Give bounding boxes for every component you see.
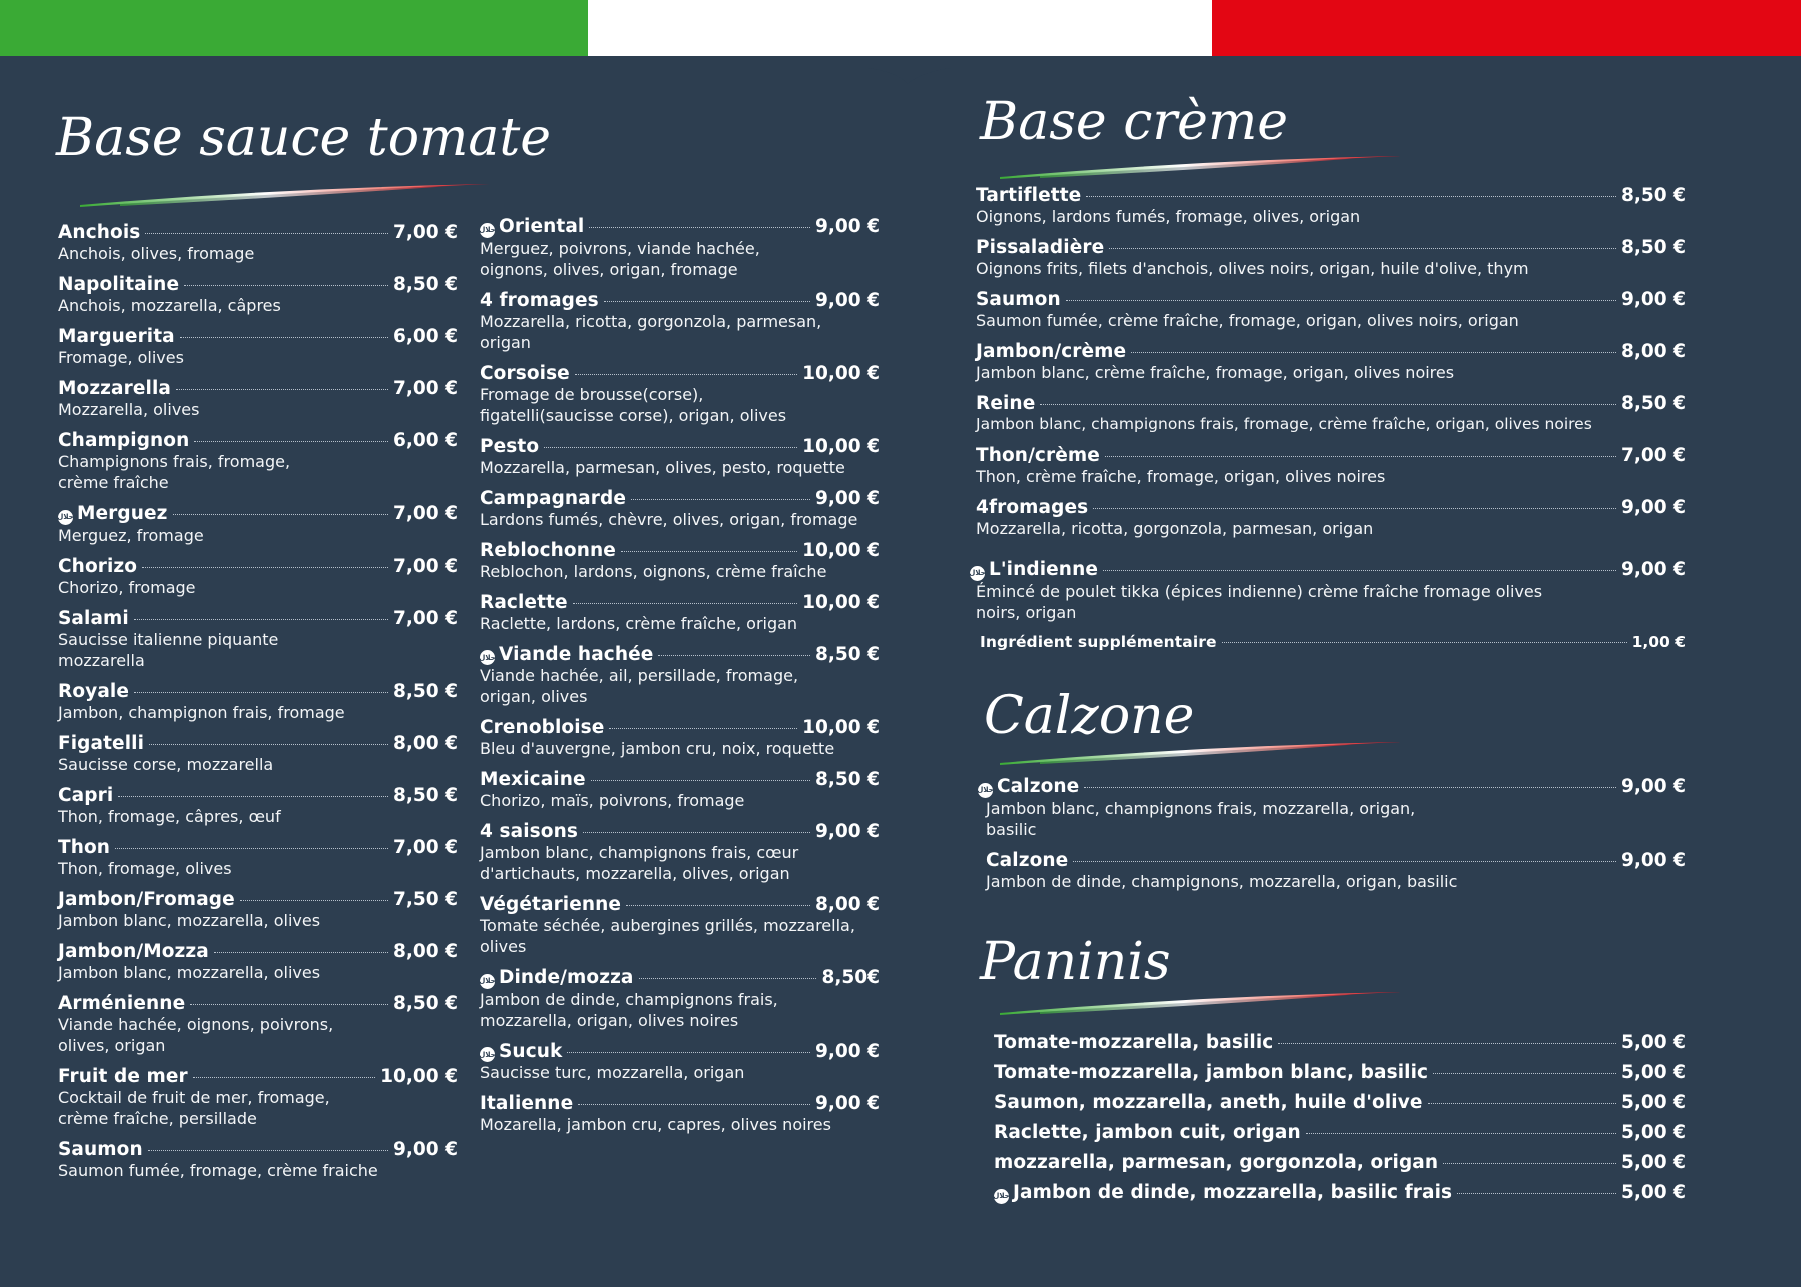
item-description: Fromage, olives bbox=[58, 348, 184, 367]
item-price: 8,00 € bbox=[393, 732, 458, 754]
item-price: 5,00 € bbox=[1621, 1122, 1686, 1143]
item-description: Lardons fumés, chèvre, olives, origan, fromage bbox=[480, 509, 858, 529]
item-name: Viande hachée bbox=[499, 643, 654, 665]
panini-item bbox=[994, 1122, 1686, 1143]
item-price: 9,00 € bbox=[393, 1138, 458, 1160]
menu-item-chorizo bbox=[58, 556, 458, 598]
menu-item-mexicaine bbox=[480, 769, 880, 811]
item-price: 7,00 € bbox=[1621, 445, 1686, 466]
leader-dots bbox=[589, 227, 810, 228]
item-name: Sucuk bbox=[499, 1040, 563, 1062]
leader-dots bbox=[621, 551, 797, 552]
leader-dots bbox=[190, 1004, 388, 1005]
item-price: 9,00 € bbox=[1621, 497, 1686, 518]
item-description: Thon, fromage, olives bbox=[58, 858, 232, 878]
item-description: Mozarella, jambon cru, capres, olives noires bbox=[480, 1115, 831, 1134]
item-name: Dinde/mozza bbox=[499, 967, 634, 988]
item-description: Mozzarella, ricotta, gorgonzola, parmesan, origan bbox=[976, 519, 1374, 538]
leader-dots bbox=[1073, 861, 1616, 862]
panini-item bbox=[994, 1182, 1686, 1204]
menu-item-salami bbox=[58, 608, 458, 671]
item-description: Thon, fromage, câpres, œuf bbox=[58, 806, 281, 826]
halal-icon: حلال bbox=[58, 510, 73, 525]
item-name: Tomate-mozzarella, basilic bbox=[994, 1032, 1274, 1053]
item-price: 1,00 € bbox=[1631, 632, 1686, 651]
menu-item-calzone-2 bbox=[986, 850, 1686, 892]
halal-icon: حلال bbox=[480, 223, 495, 238]
item-price: 7,00 € bbox=[393, 222, 458, 243]
item-name: Tomate-mozzarella, jambon blanc, basilic bbox=[994, 1062, 1429, 1083]
item-description: Thon, crème fraîche, fromage, origan, olives noires bbox=[976, 467, 1386, 486]
menu-item-armenienne bbox=[58, 993, 458, 1056]
menu-item-capri bbox=[58, 785, 458, 827]
item-name: L'indienne bbox=[989, 559, 1098, 580]
item-description: Viande hachée, ail, persillade, fromage, origan, olives bbox=[480, 666, 799, 706]
menu-item-anchois bbox=[58, 222, 458, 264]
halal-icon: حلال bbox=[480, 650, 495, 665]
panini-item bbox=[994, 1152, 1686, 1173]
item-price: 5,00 € bbox=[1621, 1182, 1686, 1203]
leader-dots bbox=[591, 780, 810, 781]
menu-item-royale bbox=[58, 681, 458, 723]
item-name: Salami bbox=[58, 607, 129, 629]
section-title-calzone: Calzone bbox=[984, 686, 1195, 746]
item-name: Arménienne bbox=[58, 992, 186, 1014]
item-name: Tartiflette bbox=[976, 185, 1082, 206]
leader-dots bbox=[214, 952, 388, 953]
item-description: Champignons frais, fromage, crème fraîche bbox=[58, 452, 291, 492]
halal-icon: حلال bbox=[480, 974, 495, 989]
item-name: Saumon bbox=[58, 1138, 143, 1160]
item-description: Mozzarella, parmesan, olives, pesto, roquette bbox=[480, 457, 845, 477]
item-price: 10,00 € bbox=[802, 539, 880, 561]
item-price: 8,00 € bbox=[393, 940, 458, 962]
leader-dots bbox=[1040, 404, 1616, 405]
item-description: Chorizo, fromage bbox=[58, 577, 196, 597]
item-name: Végétarienne bbox=[480, 894, 622, 915]
item-description: Saumon fumée, fromage, crème fraiche bbox=[58, 1160, 378, 1180]
item-price: 9,00 € bbox=[1621, 559, 1686, 580]
leader-dots bbox=[194, 441, 388, 442]
leader-dots bbox=[193, 1077, 375, 1078]
leader-dots bbox=[1109, 248, 1616, 249]
leader-dots bbox=[173, 514, 389, 515]
leader-dots bbox=[1278, 1043, 1616, 1044]
item-price: 8,50 € bbox=[1621, 237, 1686, 258]
item-name: Jambon/crème bbox=[976, 341, 1127, 362]
item-description: Jambon blanc, mozzarella, olives bbox=[58, 962, 321, 982]
menu-item-saumon bbox=[58, 1139, 458, 1181]
item-description: Raclette, lardons, crème fraîche, origan bbox=[480, 613, 798, 633]
item-description: Mozzarella, ricotta, gorgonzola, parmesan, origan bbox=[480, 311, 822, 352]
leader-dots bbox=[631, 499, 810, 500]
item-name: Calzone bbox=[997, 776, 1080, 797]
menu-item-4-fromages bbox=[480, 290, 880, 353]
item-price: 9,00 € bbox=[1621, 776, 1686, 797]
item-description: Reblochon, lardons, oignons, crème fraîche bbox=[480, 561, 827, 581]
leader-dots bbox=[583, 832, 810, 833]
menu-item-raclette bbox=[480, 592, 880, 634]
menu-item-crenobloise bbox=[480, 717, 880, 759]
item-description: Jambon blanc, mozzarella, olives bbox=[58, 910, 321, 930]
item-price: 7,00 € bbox=[393, 607, 458, 629]
item-name: mozzarella, parmesan, gorgonzola, origan bbox=[994, 1152, 1439, 1173]
menu-item-tartiflette bbox=[976, 185, 1686, 227]
item-description: Saucisse corse, mozzarella bbox=[58, 754, 274, 774]
item-price: 5,00 € bbox=[1621, 1032, 1686, 1053]
leader-dots bbox=[575, 374, 797, 375]
leader-dots bbox=[1306, 1133, 1616, 1134]
item-description: Anchois, mozzarella, câpres bbox=[58, 296, 281, 315]
menu-item-thon bbox=[58, 837, 458, 879]
item-price: 9,00 € bbox=[1621, 289, 1686, 310]
item-price: 9,00 € bbox=[815, 216, 880, 237]
item-name: Ingrédient supplémentaire bbox=[980, 632, 1217, 651]
leader-dots bbox=[145, 233, 388, 234]
leader-dots bbox=[184, 285, 388, 286]
leader-dots bbox=[134, 692, 388, 693]
item-name: Marguerita bbox=[58, 326, 175, 347]
item-name: Mozzarella bbox=[58, 378, 171, 399]
leader-dots bbox=[1457, 1193, 1616, 1194]
item-price: 6,00 € bbox=[393, 430, 458, 451]
menu-item-dinde-mozza bbox=[480, 967, 880, 1031]
tomate-column-1 bbox=[58, 222, 458, 1191]
item-price: 9,00 € bbox=[815, 289, 880, 311]
tomate-column-2 bbox=[480, 216, 880, 1145]
leader-dots bbox=[578, 1104, 810, 1105]
item-description: Jambon blanc, crème fraîche, fromage, origan, olives noires bbox=[976, 363, 1455, 382]
item-price: 6,00 € bbox=[393, 326, 458, 347]
item-price: 9,00 € bbox=[815, 487, 880, 509]
leader-dots bbox=[180, 337, 388, 338]
item-price: 8,50 € bbox=[815, 643, 880, 665]
leader-dots bbox=[1093, 508, 1616, 509]
item-name: Crenobloise bbox=[480, 717, 605, 738]
leader-dots bbox=[1443, 1163, 1616, 1164]
item-name: Saumon, mozzarella, aneth, huile d'olive bbox=[994, 1092, 1423, 1113]
panini-item bbox=[994, 1062, 1686, 1083]
item-price: 8,50 € bbox=[393, 992, 458, 1014]
item-name: Reine bbox=[976, 393, 1036, 414]
menu-item-reblochonne bbox=[480, 540, 880, 582]
item-description: Saucisse turc, mozzarella, origan bbox=[480, 1063, 745, 1082]
tricolor-swash-creme bbox=[1000, 152, 1400, 182]
menu-item-4-saisons bbox=[480, 821, 880, 884]
menu-item-vegetarienne bbox=[480, 894, 880, 957]
menu-item-calzone-1 bbox=[978, 776, 1686, 840]
section-title-creme: Base crème bbox=[980, 92, 1289, 152]
tricolor-swash-paninis bbox=[1000, 988, 1400, 1018]
section-title-tomate: Base sauce tomate bbox=[56, 108, 551, 168]
menu-item-jambon-fromage bbox=[58, 889, 458, 931]
item-price: 7,00 € bbox=[393, 836, 458, 858]
item-name: Figatelli bbox=[58, 732, 145, 754]
item-description: Jambon, champignon frais, fromage bbox=[58, 702, 345, 722]
item-description: Cocktail de fruit de mer, fromage, crème fraîche, persillade bbox=[58, 1087, 330, 1128]
item-price: 9,00 € bbox=[1621, 849, 1686, 871]
item-description: Saumon fumée, crème fraîche, fromage, origan, olives noirs, origan bbox=[976, 311, 1519, 330]
menu-item-extra-ingredient bbox=[980, 633, 1686, 651]
tricolor-swash-calzone bbox=[1000, 738, 1400, 768]
page-fold-top bbox=[0, 64, 1801, 68]
leader-dots bbox=[148, 1150, 388, 1151]
item-price: 8,50 € bbox=[393, 784, 458, 806]
item-description: Oignons frits, filets d'anchois, olives noirs, origan, huile d'olive, thym bbox=[976, 259, 1529, 278]
panini-item bbox=[994, 1032, 1686, 1053]
item-price: 8,50 € bbox=[1621, 185, 1686, 206]
item-price: 10,00 € bbox=[380, 1065, 458, 1087]
section-title-paninis: Paninis bbox=[980, 932, 1171, 992]
item-name: Raclette bbox=[480, 591, 568, 613]
leader-dots bbox=[573, 603, 798, 604]
item-name: Thon bbox=[58, 836, 111, 858]
item-price: 9,00 € bbox=[815, 1040, 880, 1062]
leader-dots bbox=[639, 978, 817, 979]
item-name: Jambon de dinde, mozzarella, basilic frais bbox=[1013, 1182, 1453, 1203]
item-description: Anchois, olives, fromage bbox=[58, 244, 255, 263]
menu-item-pesto bbox=[480, 436, 880, 478]
leader-dots bbox=[176, 389, 388, 390]
item-name: Jambon/Mozza bbox=[58, 940, 209, 962]
item-name: 4 fromages bbox=[480, 289, 599, 311]
item-name: Napolitaine bbox=[58, 274, 180, 295]
menu-item-mozzarella bbox=[58, 378, 458, 420]
menu-item-saumon-creme bbox=[976, 289, 1686, 331]
item-name: Campagnarde bbox=[480, 487, 626, 509]
item-description: Jambon blanc, champignons frais, fromage, crème fraîche, origan, olives noires bbox=[976, 415, 1592, 433]
item-price: 8,50€ bbox=[821, 967, 880, 988]
item-price: 5,00 € bbox=[1621, 1092, 1686, 1113]
item-description: Mozzarella, olives bbox=[58, 400, 200, 419]
leader-dots bbox=[118, 796, 388, 797]
item-description: Jambon blanc, champignons frais, mozzarella, origan, basilic bbox=[986, 798, 1416, 839]
leader-dots bbox=[604, 301, 810, 302]
item-price: 7,00 € bbox=[393, 503, 458, 524]
item-price: 8,50 € bbox=[815, 769, 880, 790]
item-price: 5,00 € bbox=[1621, 1062, 1686, 1083]
page-fold-curve bbox=[0, 56, 1801, 96]
item-price: 9,00 € bbox=[815, 1093, 880, 1114]
leader-dots bbox=[567, 1052, 810, 1053]
menu-item-corsoise bbox=[480, 363, 880, 426]
item-price: 8,00 € bbox=[815, 894, 880, 915]
item-name: Pesto bbox=[480, 435, 540, 457]
item-price: 10,00 € bbox=[802, 717, 880, 738]
item-name: Reblochonne bbox=[480, 539, 616, 561]
item-price: 8,50 € bbox=[393, 680, 458, 702]
menu-item-fruit-de-mer bbox=[58, 1066, 458, 1129]
halal-icon: حلال bbox=[978, 783, 993, 798]
creme-column bbox=[969, 185, 1686, 661]
calzone-column bbox=[978, 776, 1686, 902]
item-description: Oignons, lardons fumés, fromage, olives, origan bbox=[976, 207, 1361, 226]
menu-item-reine bbox=[976, 393, 1686, 435]
leader-dots bbox=[134, 619, 388, 620]
leader-dots bbox=[626, 905, 810, 906]
item-description: Jambon de dinde, champignons frais, mozzarella, origan, olives noires bbox=[480, 989, 778, 1030]
item-price: 9,00 € bbox=[815, 821, 880, 842]
item-description: Jambon blanc, champignons frais, cœur d'artichauts, mozzarella, olives, origan bbox=[480, 843, 799, 883]
leader-dots bbox=[1222, 642, 1627, 643]
halal-icon: حلال bbox=[994, 1189, 1009, 1204]
item-description: Merguez, fromage bbox=[58, 525, 204, 545]
item-description: Fromage de brousse(corse), figatelli(saucisse corse), origan, olives bbox=[480, 384, 787, 425]
menu-item-italienne bbox=[480, 1093, 880, 1135]
item-price: 7,50 € bbox=[393, 888, 458, 910]
leader-dots bbox=[1433, 1073, 1616, 1074]
item-description: Tomate séchée, aubergines grillés, mozzarella, olives bbox=[480, 916, 855, 956]
halal-icon: حلال bbox=[970, 566, 985, 581]
menu-item-thon-creme bbox=[976, 445, 1686, 487]
item-name: Pissaladière bbox=[976, 237, 1105, 258]
menu-item-lindienne bbox=[970, 559, 1686, 623]
item-price: 8,50 € bbox=[1621, 393, 1686, 414]
item-name: Mexicaine bbox=[480, 769, 586, 790]
leader-dots bbox=[1131, 352, 1616, 353]
item-name: Saumon bbox=[976, 289, 1061, 310]
menu-item-merguez bbox=[58, 503, 458, 546]
menu-item-champignon bbox=[58, 430, 458, 493]
panini-item bbox=[994, 1092, 1686, 1113]
item-name: Oriental bbox=[499, 216, 585, 237]
leader-dots bbox=[1066, 300, 1616, 301]
item-description: Merguez, poivrons, viande hachée, oignons, olives, origan, fromage bbox=[480, 238, 760, 279]
menu-item-marguerita bbox=[58, 326, 458, 368]
leader-dots bbox=[609, 728, 797, 729]
item-name: Jambon/Fromage bbox=[58, 888, 235, 910]
item-description: Jambon de dinde, champignons, mozzarella, origan, basilic bbox=[986, 871, 1458, 891]
leader-dots bbox=[1084, 787, 1616, 788]
item-name: 4fromages bbox=[976, 497, 1089, 518]
item-name: Raclette, jambon cuit, origan bbox=[994, 1122, 1301, 1143]
item-name: Capri bbox=[58, 784, 114, 806]
paninis-list bbox=[994, 1032, 1686, 1213]
leader-dots bbox=[1086, 196, 1616, 197]
leader-dots bbox=[1103, 570, 1616, 571]
leader-dots bbox=[240, 900, 388, 901]
item-name: Corsoise bbox=[480, 362, 570, 384]
item-description: Émincé de poulet tikka (épices indienne) crème fraîche fromage olives noirs, origan bbox=[976, 581, 1543, 622]
halal-icon: حلال bbox=[480, 1047, 495, 1062]
item-price: 5,00 € bbox=[1621, 1152, 1686, 1173]
item-price: 10,00 € bbox=[802, 591, 880, 613]
menu-item-sucuk bbox=[480, 1041, 880, 1084]
menu-item-napolitaine bbox=[58, 274, 458, 316]
item-price: 10,00 € bbox=[802, 435, 880, 457]
menu-item-campagnarde bbox=[480, 488, 880, 530]
item-name: Thon/crème bbox=[976, 445, 1100, 466]
leader-dots bbox=[149, 744, 388, 745]
item-description: Saucisse italienne piquante mozzarella bbox=[58, 629, 279, 670]
leader-dots bbox=[142, 567, 388, 568]
item-price: 10,00 € bbox=[802, 362, 880, 384]
item-price: 7,00 € bbox=[393, 555, 458, 577]
item-name: Royale bbox=[58, 680, 129, 702]
item-name: Chorizo bbox=[58, 555, 138, 577]
menu-item-oriental bbox=[480, 216, 880, 280]
item-description: Viande hachée, oignons, poivrons, olives, origan bbox=[58, 1014, 334, 1055]
leader-dots bbox=[1428, 1103, 1617, 1104]
item-name: Anchois bbox=[58, 222, 141, 243]
leader-dots bbox=[658, 655, 810, 656]
leader-dots bbox=[1105, 456, 1616, 457]
item-name: Merguez bbox=[77, 503, 168, 524]
item-name: 4 saisons bbox=[480, 821, 578, 842]
menu-item-viande-hachee bbox=[480, 644, 880, 708]
item-description: Bleu d'auvergne, jambon cru, noix, roquette bbox=[480, 739, 835, 758]
menu-item-jambon-creme bbox=[976, 341, 1686, 383]
item-name: Champignon bbox=[58, 430, 190, 451]
item-price: 8,50 € bbox=[393, 274, 458, 295]
item-price: 8,00 € bbox=[1621, 341, 1686, 362]
item-description: Chorizo, maïs, poivrons, fromage bbox=[480, 791, 745, 810]
menu-item-4fromages-creme bbox=[976, 497, 1686, 539]
leader-dots bbox=[115, 848, 388, 849]
item-name: Italienne bbox=[480, 1093, 574, 1114]
tricolor-swash-tomate bbox=[80, 180, 490, 210]
menu-item-figatelli bbox=[58, 733, 458, 775]
leader-dots bbox=[544, 447, 797, 448]
item-name: Fruit de mer bbox=[58, 1065, 188, 1087]
menu-item-jambon-mozza bbox=[58, 941, 458, 983]
item-name: Calzone bbox=[986, 849, 1069, 871]
item-price: 7,00 € bbox=[393, 378, 458, 399]
menu-item-pissaladiere bbox=[976, 237, 1686, 279]
